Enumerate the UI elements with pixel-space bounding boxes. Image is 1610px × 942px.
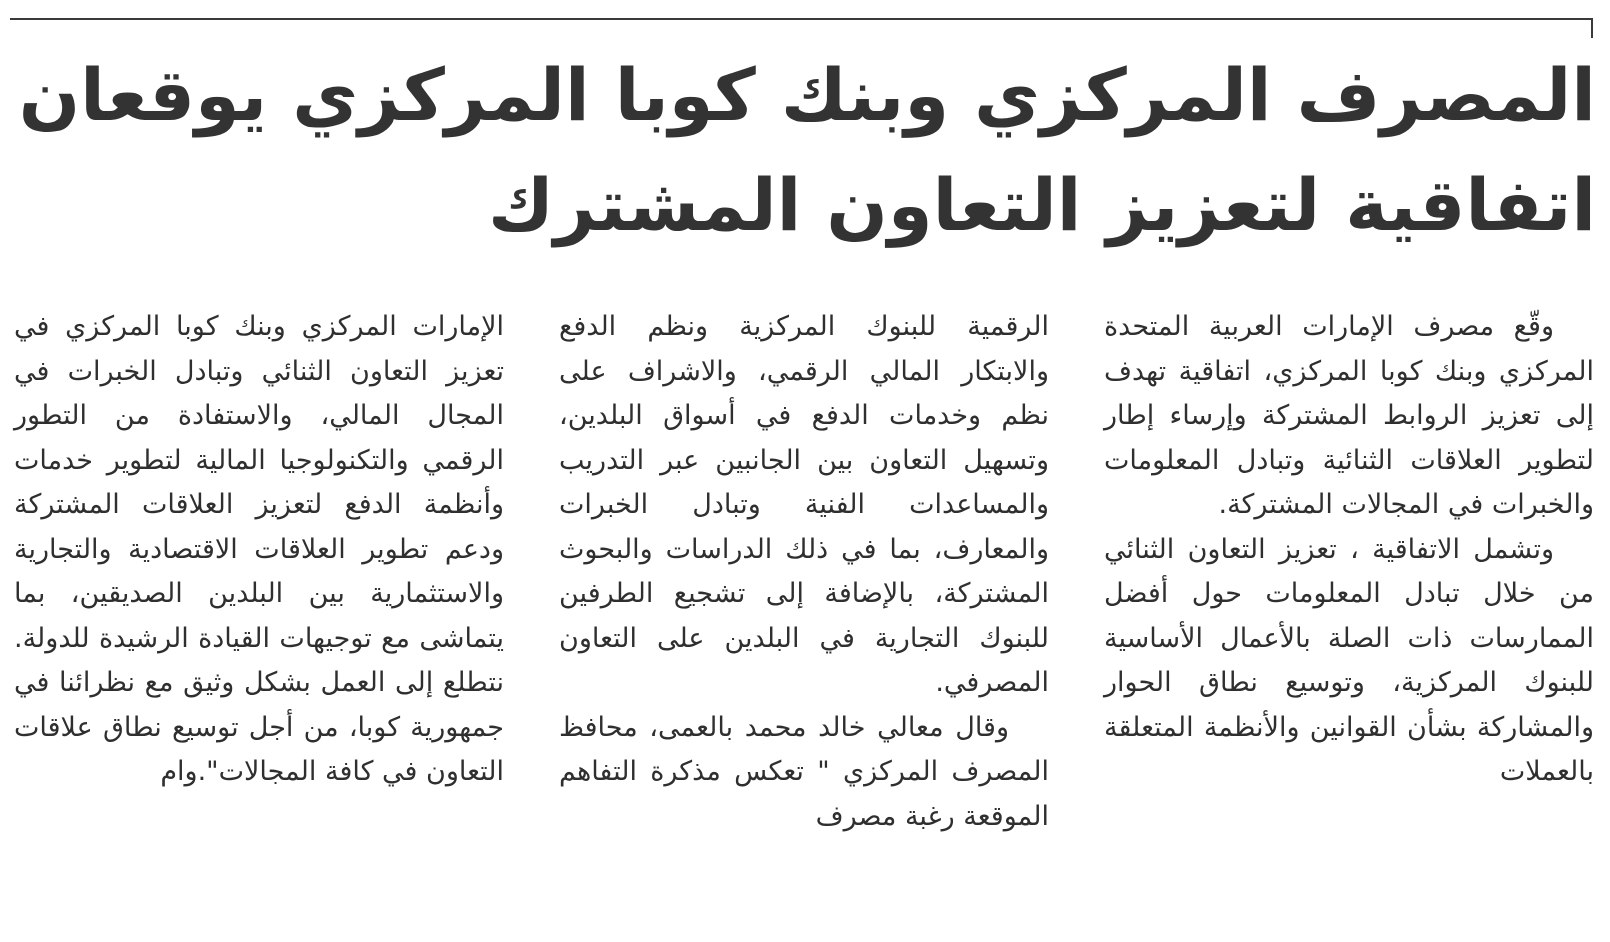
paragraph-5: الإمارات المركزي وبنك كوبا المركزي في تعزيز التعاون الثنائي وتبادل الخبرات في المجال المالي، والاستفادة من التطور الرقمي والتكنولوجيا المالية لتطوير خدمات وأنظمة الدفع لتعزيز العلاقات المشتركة ودعم تطوير العلاقات الاقتصادية والتجارية والاستثمارية بين البلدين الصديقين، بما يتماشى مع توجيهات القيادة الرشيدة للدولة. نتطلع إلى العمل بشكل وثيق مع نظرائنا في جمهورية كوبا، من أجل توسيع نطاق علاقات التعاون في كافة المجالات".وام (14, 311, 504, 787)
headline (18, 40, 1596, 260)
article-body (14, 305, 1594, 865)
top-rule (10, 18, 1593, 20)
paragraph-3: الرقمية للبنوك المركزية ونظم الدفع والابتكار المالي الرقمي، والاشراف على نظم وخدمات الدفع في أسواق البلدين، وتسهيل التعاون بين الجانبين عبر التدريب والمساعدات الفنية وتبادل الخبرات والمعارف، بما في ذلك الدراسات والبحوث المشتركة، بالإضافة إلى تشجيع الطرفين للبنوك التجارية في البلدين على التعاون المصرفي. (559, 311, 1049, 698)
paragraph-1: وقّع مصرف الإمارات العربية المتحدة المركزي وبنك كوبا المركزي، اتفاقية تهدف إلى تعزيز الروابط المشتركة وإرساء إطار لتطوير العلاقات الثنائية وتبادل المعلومات والخبرات في المجالات المشتركة. (1104, 311, 1594, 520)
headline-line-1: المصرف المركزي وبنك كوبا المركزي يوقعان (18, 53, 1596, 137)
column-right (1104, 305, 1594, 795)
headline-line-2: اتفاقية لتعزيز التعاون المشترك (487, 163, 1596, 247)
column-left (14, 305, 504, 795)
top-rule-tick (1591, 18, 1593, 38)
paragraph-4: وقال معالي خالد محمد بالعمى، محافظ المصرف المركزي " تعكس مذكرة التفاهم الموقعة رغبة مصرف (559, 711, 1049, 832)
paragraph-2: وتشمل الاتفاقية ، تعزيز التعاون الثنائي من خلال تبادل المعلومات حول أفضل الممارسات ذات الصلة بالأعمال الأساسية للبنوك المركزية، وتوسيع نطاق الحوار والمشاركة بشأن القوانين والأنظمة المتعلقة بالعملات (1104, 533, 1594, 787)
column-middle (559, 305, 1049, 839)
